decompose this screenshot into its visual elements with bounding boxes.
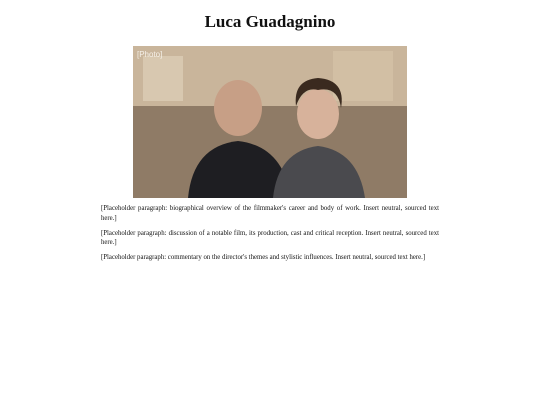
paragraph: [Placeholder paragraph: discussion of a notable film, its production, cast and critical reception. Insert neutral, sourced text here.] [101,229,439,247]
paragraph: [Placeholder paragraph: commentary on the director's themes and stylistic influences. Insert neutral, sourced text here.] [101,254,426,262]
photo-person-1-head [214,80,262,136]
paragraph: [Placeholder paragraph: biographical overview of the filmmaker's career and body of work. Insert neutral, sourced text here.] [101,205,439,222]
photo-placeholder-image [133,46,407,198]
article-body [101,204,439,268]
photo-caption: [Photo] [137,50,163,59]
photo-person-2-head [297,89,339,139]
photo-building-2 [333,51,393,101]
page-title: Luca Guadagnino [204,12,336,31]
header-photo [133,46,407,198]
photo-building-1 [143,56,183,101]
